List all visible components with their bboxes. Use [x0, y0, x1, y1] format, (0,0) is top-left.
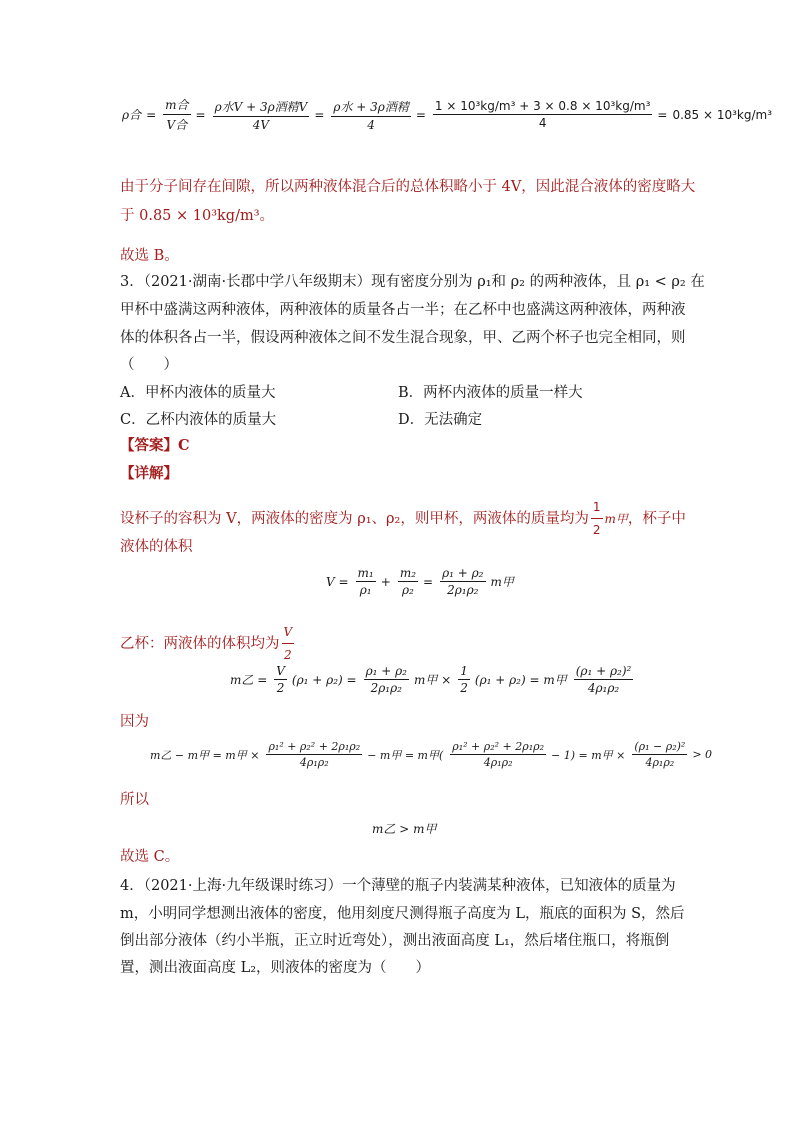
explain-line-1: 由于分子间存在间隙，所以两种液体混合后的总体积略小于 4V，因此混合液体的密度略大	[120, 179, 696, 195]
q3-line-2: 甲杯中盛满这两种液体，两种液体的质量各占一半；在乙杯中也盛满这两种液体，两种液	[120, 302, 686, 318]
explain-line-2: 于 0.85 × 10³kg/m³。	[120, 208, 275, 224]
q3-option-a: A．甲杯内液体的质量大	[120, 385, 276, 401]
formula-fraction-m-over-v: $\frac{\text{m合}}{\text{V合}}$	[165, 98, 189, 132]
half-fraction: $\frac{1}{2}$	[591, 497, 603, 540]
answer-label: 【答案】	[120, 437, 178, 454]
q3-line-1: 3．（2021·湖南·长郡中学八年级期末）现有密度分别为 ρ₁和 ρ₂ 的两种液体，且 ρ₁ < ρ₂ 在	[120, 274, 705, 290]
top-density-formula: ρ合 = $\frac{\text{m合}}{\text{V合}}$ = $\frac{\text{ρ水V + 3ρ酒精V}}{4V}$ = $\frac{\text{ρ水 + 3ρ酒精}}{4}$ = $\frac{\text{1 × 10³kg/m³ + 3 × 0.8 × 10³kg/m³}}{4}$ = 0.85 × 10³kg/m³	[122, 98, 773, 132]
q3-line-4: （ ）	[120, 357, 178, 373]
q4-line-2: m，小明同学想测出液体的密度，他用刻度尺测得瓶子高度为 L，瓶底的面积为 S，然后	[120, 906, 685, 922]
answer-choose-b: 故选 B。	[120, 248, 179, 264]
q3-detail-line-1: 设杯子的容积为 V，两液体的密度为 ρ₁、ρ₂，则甲杯，两液体的质量均为 $\frac{1}{2}$ m甲 ，杯子中	[120, 497, 686, 540]
equation-mass-yi: m乙 = $\frac{V}{2}$ (ρ₁ + ρ₂) = $\frac{\text{ρ₁ + ρ₂}}{\text{2ρ₁ρ₂}}$ m甲 × $\frac{1}{2}$ (ρ₁ + ρ₂) = m甲 $\frac{\text{(ρ₁ + ρ₂)²}}{\text{4ρ₁ρ₂}}$	[230, 664, 632, 695]
q4-line-1: 4．（2021·上海·九年级课时练习）一个薄壁的瓶子内装满某种液体，已知液体的质量为	[120, 878, 676, 894]
formula-lhs: ρ合	[122, 108, 142, 122]
q4-line-4: 置，测出液面高度 L₂，则液体的密度为（ ）	[120, 960, 431, 976]
formula-fraction-2: $\frac{\text{ρ水V + 3ρ酒精V}}{4V}$	[214, 99, 308, 132]
q3-detail-label: 【详解】	[120, 465, 178, 482]
formula-result: 0.85 × 10³kg/m³	[672, 107, 773, 122]
q3-yi-line: 乙杯：两液体的体积均为 $\frac{V}{2}$	[120, 622, 296, 665]
v-over-2-fraction: $\frac{V}{2}$	[282, 622, 295, 665]
formula-fraction-4: $\frac{\text{1 × 10³kg/m³ + 3 × 0.8 × 10³kg/m³}}{4}$	[434, 99, 651, 130]
equation-difference: m乙 − m甲 = m甲 × $\frac{\text{ρ₁² + ρ₂² + 2ρ₁ρ₂}}{\text{4ρ₁ρ₂}}$ − m甲 = m甲( $\frac{\text{ρ₁² + ρ₂² + 2ρ₁ρ₂}}{\text{4ρ₁ρ₂}}$ − 1) = m甲 × $\frac{\text{(ρ₁ − ρ₂)²}}{\text{4ρ₁ρ₂}}$ > 0	[150, 740, 713, 769]
so-label: 所以	[120, 792, 149, 808]
q4-line-3: 倒出部分液体（约小半瓶，正立时近弯处），测出液面高度 L₁，然后堵住瓶口，将瓶倒	[120, 933, 670, 949]
answer-choose-c: 故选 C。	[120, 849, 180, 865]
because-label: 因为	[120, 714, 149, 730]
q3-answer	[120, 436, 190, 456]
q3-detail-line-2: 液体的体积	[120, 539, 193, 555]
q3-line-3: 体的体积各占一半，假设两种液体之间不发生混合现象，甲、乙两个杯子也完全相同，则	[120, 330, 686, 346]
q3-option-b: B．两杯内液体的质量一样大	[398, 385, 583, 401]
equation-volume: V = $\frac{\text{m₁}}{\text{ρ₁}}$ + $\frac{\text{m₂}}{\text{ρ₂}}$ = $\frac{\text{ρ₁ + ρ₂}}{\text{2ρ₁ρ₂}}$ m甲	[326, 566, 514, 597]
q3-option-d: D．无法确定	[398, 412, 483, 428]
equation-conclusion: m乙 > m甲	[372, 822, 437, 836]
q3-option-c: C．乙杯内液体的质量大	[120, 412, 277, 428]
answer-value: C	[178, 437, 190, 454]
formula-fraction-3: $\frac{\text{ρ水 + 3ρ酒精}}{4}$	[333, 99, 409, 132]
